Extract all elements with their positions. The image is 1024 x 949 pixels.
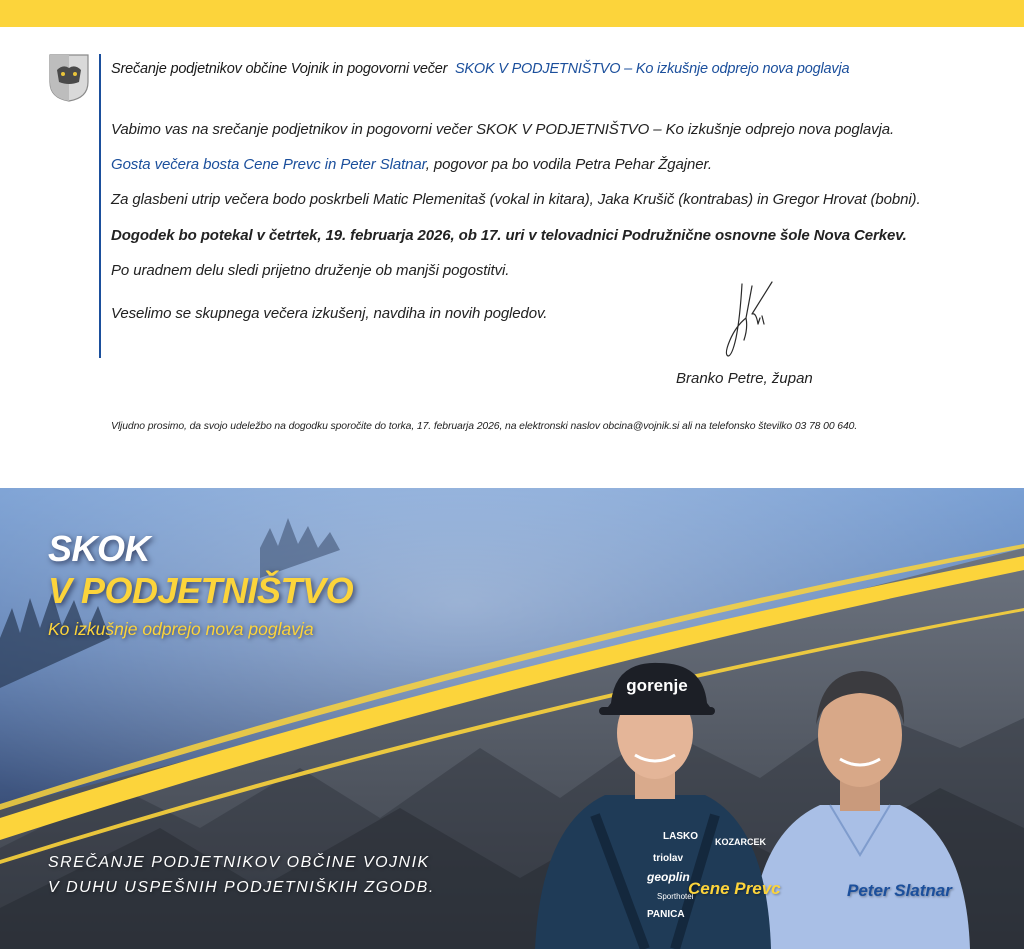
banner-title-line2: V PODJETNIŠTVO: [48, 570, 354, 611]
sponsor-triolav: triolav: [653, 853, 684, 864]
banner-title-line1: SKOK: [48, 528, 151, 569]
invitation-header: [111, 61, 849, 77]
paragraph-guests: [111, 156, 712, 173]
banner-tagline-line1: SREČANJE PODJETNIKOV OBČINE VOJNIK: [48, 854, 430, 871]
guest-photo-cene-prevc: [535, 655, 775, 949]
paragraph-closing: Veselimo se skupnega večera izkušenj, navdiha in novih pogledov.: [111, 305, 548, 322]
top-accent-bar: [0, 0, 1024, 27]
sponsor-lasko: LASKO: [663, 831, 698, 842]
sponsor-sporthotel: Sporthotel: [657, 892, 694, 901]
left-accent-line: [99, 54, 101, 358]
guest-name-peter-slatnar: Peter Slatnar: [847, 881, 952, 900]
banner-subtitle: Ko izkušnje odprejo nova poglavja: [48, 619, 314, 639]
sponsor-panica: PANICA: [647, 909, 685, 920]
mayor-signature: [722, 278, 778, 362]
paragraph-date-location: Dogodek bo potekal v četrtek, 19. februarja 2026, ob 17. uri v telovadnici Podružnične osnovne šole Nova Cerkev.: [111, 227, 907, 244]
sponsor-geoplin: geoplin: [647, 870, 690, 884]
rsvp-footnote: Vljudno prosimo, da svojo udeležbo na dogodku sporočite do torka, 17. februarja 2026, na elektronski naslov obcina@vojnik.si ali na telefonsko številko 03 78 00 640.: [111, 421, 858, 432]
header-event-title: SKOK V PODJETNIŠTVO – Ko izkušnje odprejo nova poglavja: [454, 61, 850, 77]
paragraph-invitation: Vabimo vas na srečanje podjetnikov in pogovorni večer SKOK V PODJETNIŠTVO – Ko izkušnje odprejo nova poglavja.: [111, 121, 895, 138]
paragraph-reception: Po uradnem delu sledi prijetno druženje ob manjši pogostitvi.: [111, 262, 510, 279]
cap-logo-text: gorenje: [626, 676, 688, 695]
mayor-name: Branko Petre, župan: [676, 370, 813, 387]
paragraph-music: Za glasbeni utrip večera bodo poskrbeli Matic Plemenitaš (vokal in kitara), Jaka Krušič (kontrabas) in Gregor Hrovat (bobni).: [111, 191, 921, 208]
header-intro: Srečanje podjetnikov občine Vojnik in pogovorni večer: [111, 61, 448, 77]
banner-tagline-line2: V DUHU USPEŠNIH PODJETNIŠKIH ZGODB.: [48, 879, 435, 896]
guest-name-cene-prevc: Cene Prevc: [688, 879, 781, 898]
sponsor-kozarcek: KOZARCEK: [715, 837, 766, 847]
municipality-crest-icon: [49, 54, 89, 102]
guests-moderator: , pogovor pa bo vodila Petra Pehar Žgajner.: [425, 156, 712, 173]
guests-names: Gosta večera bosta Cene Prevc in Peter Slatnar: [111, 156, 426, 173]
